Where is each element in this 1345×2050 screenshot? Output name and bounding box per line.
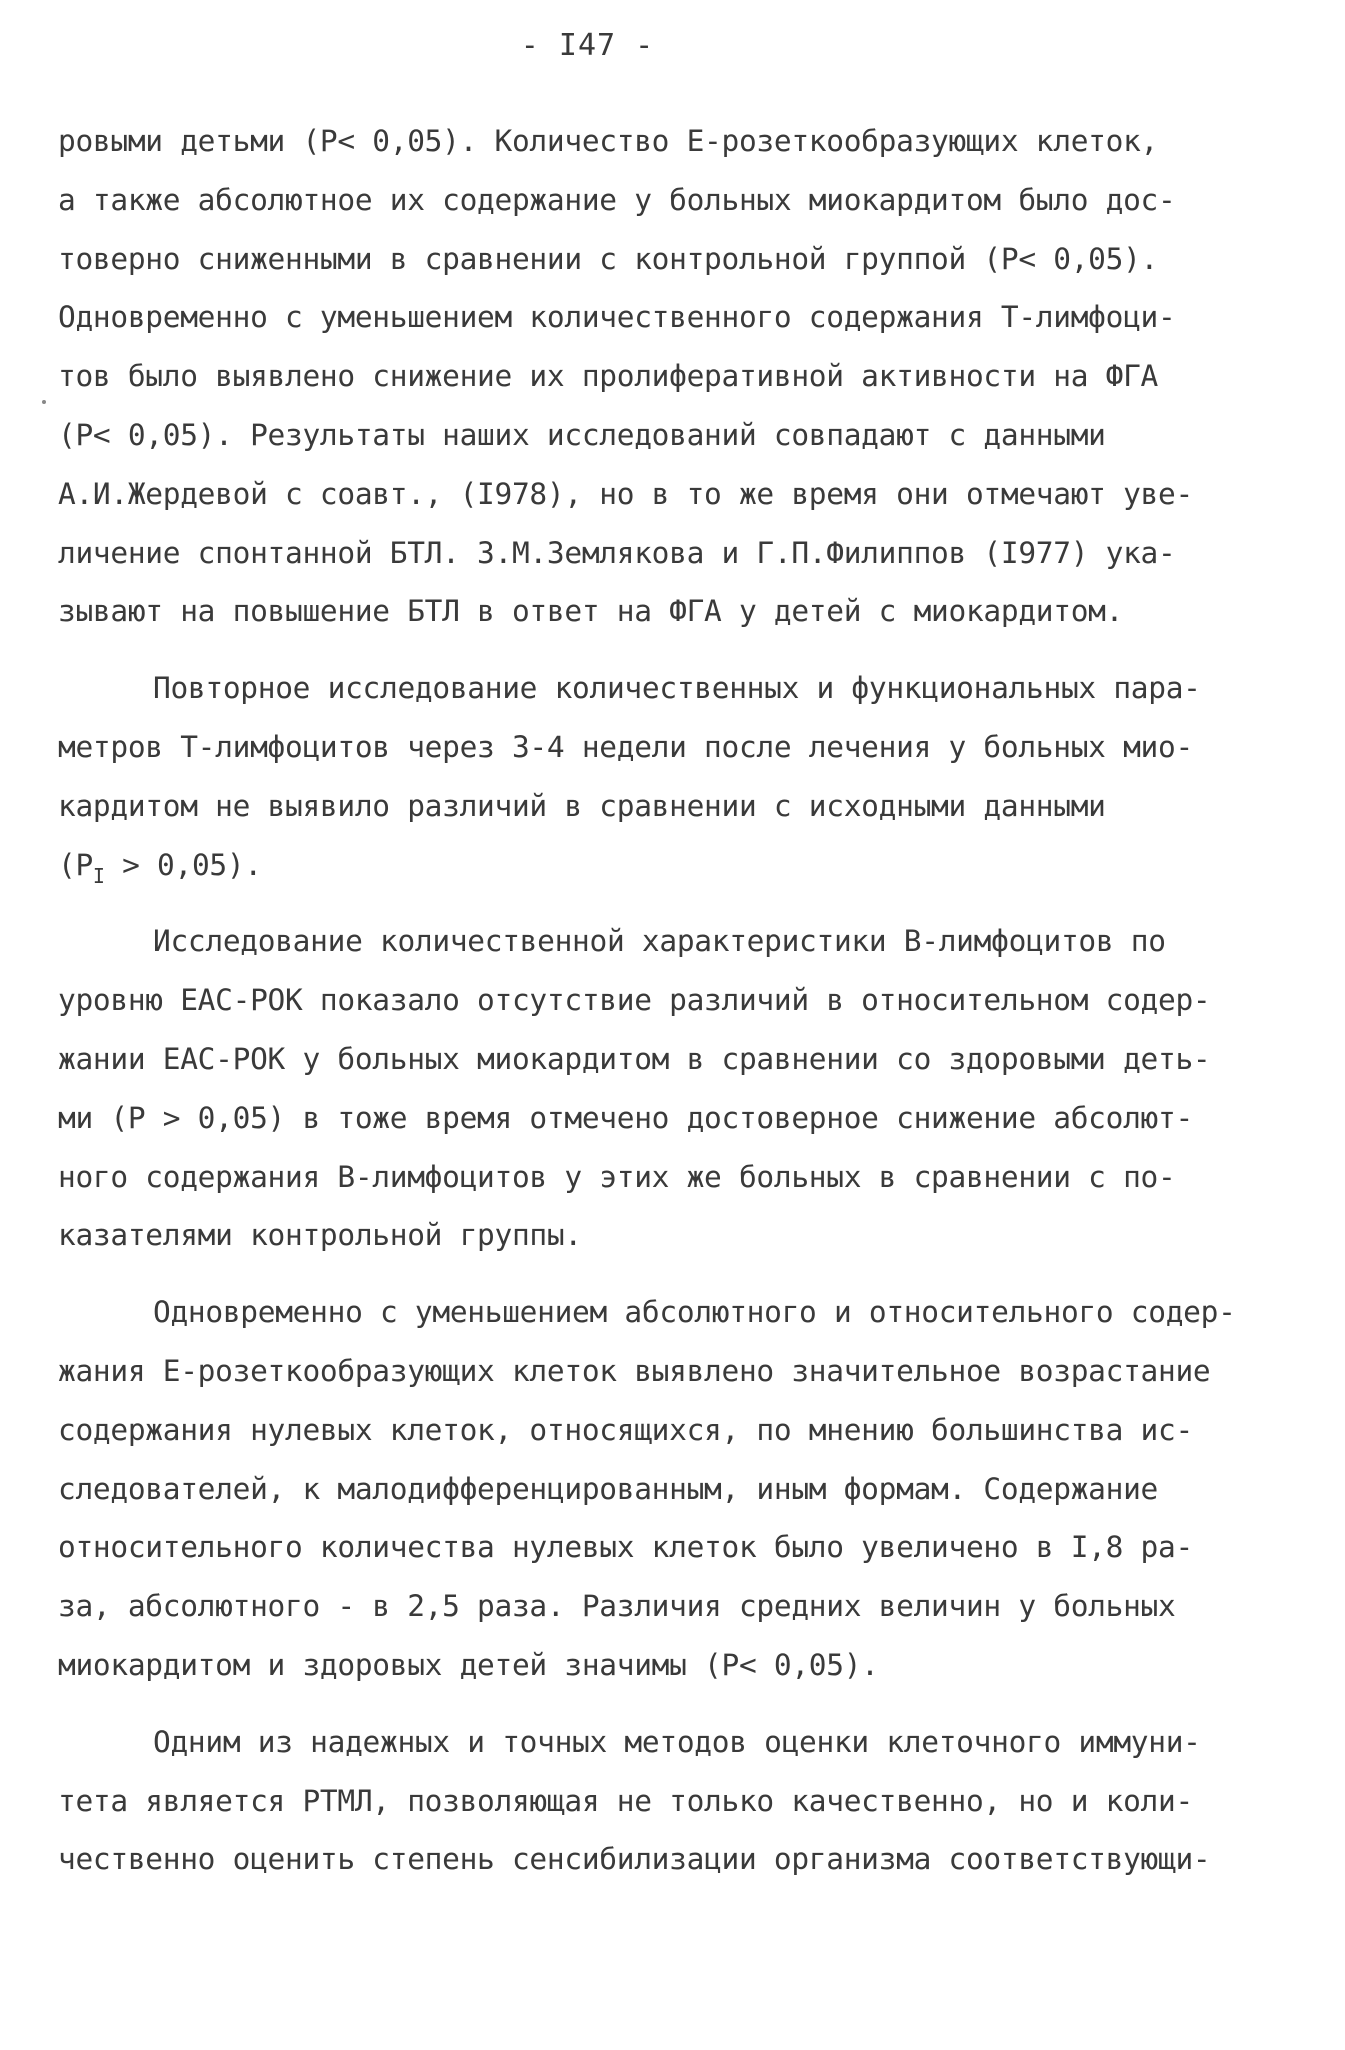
text-line: товерно сниженными в сравнении с контрольной группой (Р< 0,05). bbox=[58, 241, 1159, 276]
text-line-p-value bbox=[58, 836, 1298, 895]
text-line: А.И.Жердевой с соавт., (I978), но в то же время они отмечают уве- bbox=[58, 476, 1193, 511]
text-line: относительного количества нулевых клеток было увеличено в I,8 ра- bbox=[58, 1530, 1193, 1565]
text-line: миокардитом и здоровых детей значимы (Р< 0,05). bbox=[58, 1647, 879, 1682]
text-line: Исследование количественной характеристики В-лимфоцитов по bbox=[153, 924, 1166, 959]
paragraph-gap bbox=[58, 1265, 1298, 1283]
paragraph-4 bbox=[58, 1283, 1298, 1695]
text-line: содержания нулевых клеток, относящихся, по мнению большинства ис- bbox=[58, 1412, 1193, 1447]
paragraph-1 bbox=[58, 112, 1298, 641]
text-line: а также абсолютное их содержание у больных миокардитом было дос- bbox=[58, 182, 1176, 217]
text-line: ми (Р > 0,05) в тоже время отмечено достоверное снижение абсолют- bbox=[58, 1100, 1193, 1135]
paragraph-5 bbox=[58, 1713, 1298, 1889]
text-line: Одним из надежных и точных методов оценки клеточного иммуни- bbox=[153, 1724, 1201, 1759]
text-line: кардитом не выявило различий в сравнении с исходными данными bbox=[58, 788, 1106, 823]
paragraph-2 bbox=[58, 659, 1298, 894]
text-line: Одновременно с уменьшением абсолютного и относительного содер- bbox=[153, 1295, 1236, 1330]
text-line: метров Т-лимфоцитов через 3-4 недели после лечения у больных мио- bbox=[58, 729, 1193, 764]
text-line: чественно оценить степень сенсибилизации организма соответствующи- bbox=[58, 1842, 1211, 1877]
p-prefix: (Р bbox=[58, 847, 93, 882]
text-line: ного содержания В-лимфоцитов у этих же больных в сравнении с по- bbox=[58, 1159, 1176, 1194]
text-line: жания Е-розеткообразующих клеток выявлено значительное возрастание bbox=[58, 1353, 1211, 1388]
text-line: казателями контрольной группы. bbox=[58, 1218, 582, 1253]
text-line: следователей, к малодифференцированным, иным формам. Содержание bbox=[58, 1471, 1159, 1506]
text-line: жании ЕАС-РОК у больных миокардитом в сравнении со здоровыми деть- bbox=[58, 1041, 1211, 1076]
margin-mark bbox=[42, 400, 46, 404]
p-subscript: I bbox=[92, 863, 105, 888]
text-line: тета является РТМЛ, позволяющая не только качественно, но и коли- bbox=[58, 1783, 1193, 1818]
text-line: личение спонтанной БТЛ. З.М.Землякова и Г.П.Филиппов (I977) ука- bbox=[58, 535, 1176, 570]
text-line: за, абсолютного - в 2,5 раза. Различия средних величин у больных bbox=[58, 1589, 1176, 1624]
text-line: Повторное исследование количественных и функциональных пара- bbox=[153, 671, 1201, 706]
paragraph-gap bbox=[58, 1695, 1298, 1713]
text-line: Одновременно с уменьшением количественного содержания Т-лимфоци- bbox=[58, 300, 1176, 335]
text-line: уровню ЕАС-РОК показало отсутствие различий в относительном содер- bbox=[58, 983, 1211, 1018]
page-number: - I47 - bbox=[520, 28, 655, 63]
p-suffix: > 0,05). bbox=[104, 847, 262, 882]
text-line: (Р< 0,05). Результаты наших исследований совпадают с данными bbox=[58, 417, 1106, 452]
text-body bbox=[58, 112, 1298, 1889]
text-line: зывают на повышение БТЛ в ответ на ФГА у детей с миокардитом. bbox=[58, 594, 1124, 629]
paragraph-gap bbox=[58, 641, 1298, 659]
text-line: тов было выявлено снижение их пролиферативной активности на ФГА bbox=[58, 359, 1159, 394]
text-line: ровыми детьми (Р< 0,05). Количество Е-розеткообразующих клеток, bbox=[58, 124, 1159, 158]
paragraph-3 bbox=[58, 912, 1298, 1265]
paragraph-gap bbox=[58, 894, 1298, 912]
